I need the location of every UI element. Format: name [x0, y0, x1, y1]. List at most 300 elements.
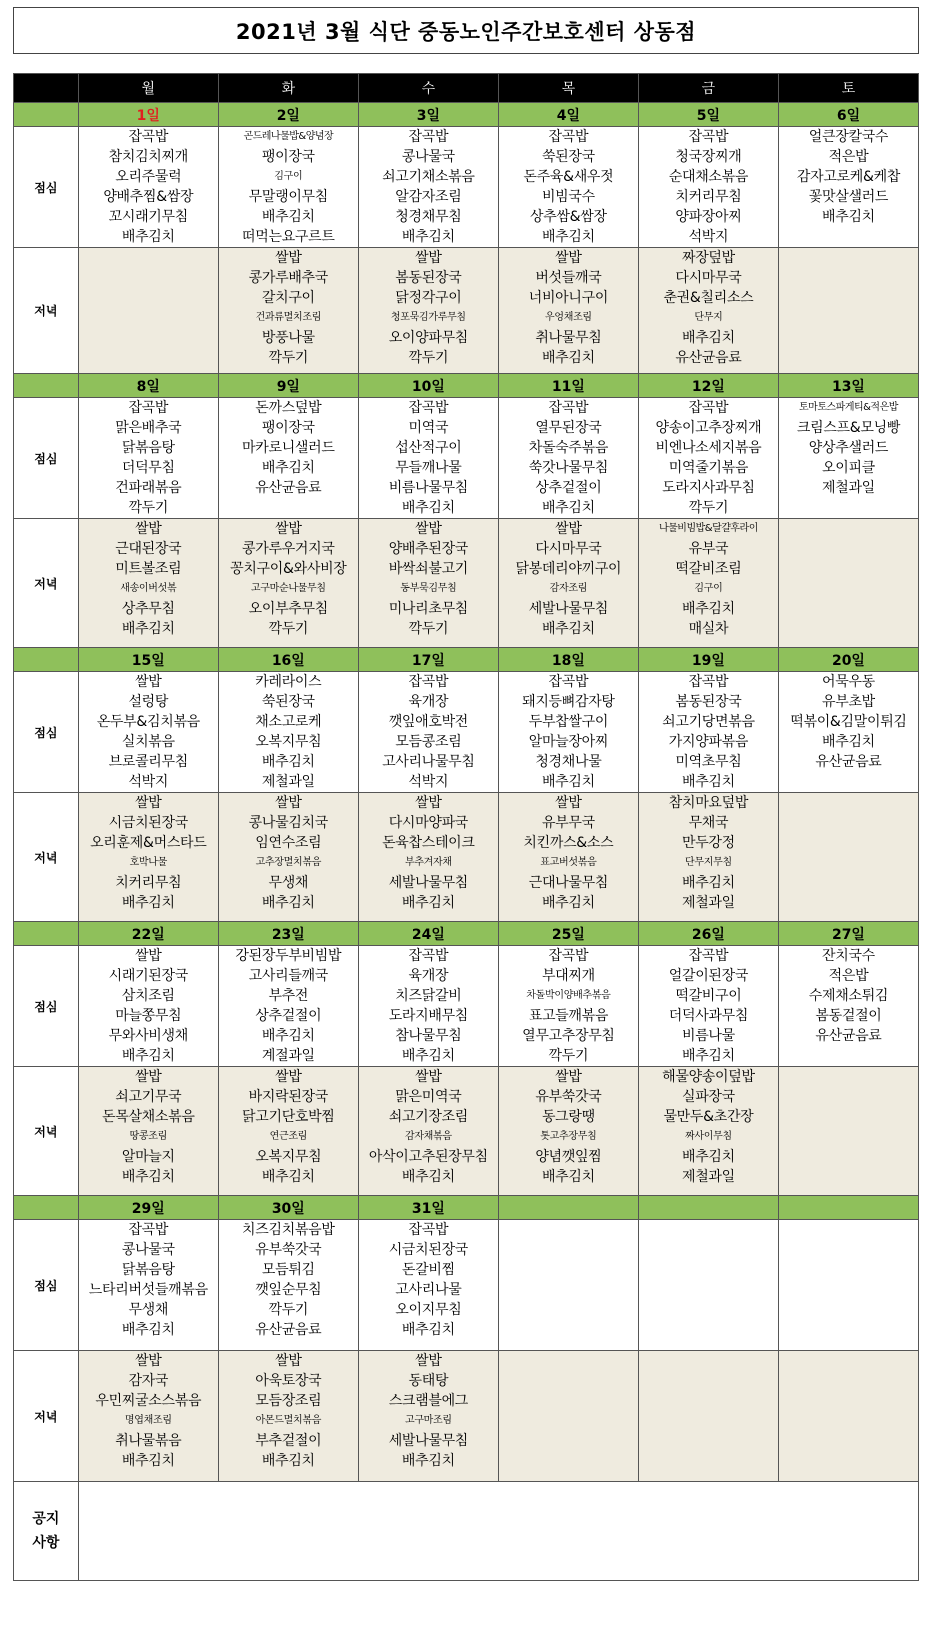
menu-cell — [638, 127, 778, 248]
menu-item: 배추김치 — [261, 460, 315, 476]
menu-item: 쑥된장국 — [541, 149, 595, 165]
lunch-row — [14, 398, 919, 519]
menu-item: 호박나물 — [129, 857, 168, 868]
menu-item: 콩나물국 — [121, 1242, 175, 1258]
menu-item: 우민찌굴소스볶음 — [95, 1393, 202, 1409]
menu-item: 잡곡밥 — [128, 400, 169, 416]
menu-cell — [778, 127, 918, 248]
menu-item: 깻잎순무침 — [255, 1282, 322, 1298]
menu-item: 제철과일 — [681, 895, 735, 911]
lunch-row — [14, 127, 919, 248]
day-header-2: 수 — [358, 74, 498, 103]
menu-item: 나물비빔밥&달걀후라이 — [658, 523, 758, 534]
menu-item: 상추무침 — [121, 601, 175, 617]
date-cell: 4일 — [498, 103, 638, 127]
menu-cell — [638, 946, 778, 1067]
menu-item: 쌀밥 — [555, 250, 582, 266]
menu-cell — [638, 793, 778, 922]
menu-item: 고추장멸치볶음 — [255, 857, 322, 868]
menu-item: 유산균음료 — [815, 1028, 882, 1044]
menu-item: 양파장아찌 — [675, 209, 742, 225]
menu-item: 쌀밥 — [415, 250, 442, 266]
day-header-5: 토 — [778, 74, 918, 103]
menu-item: 상추겉절이 — [255, 1008, 322, 1024]
date-corner — [14, 103, 79, 127]
menu-item: 잡곡밥 — [688, 400, 729, 416]
menu-item: 쌀밥 — [275, 250, 302, 266]
menu-item: 마늘쫑무침 — [115, 1008, 182, 1024]
day-header-3: 목 — [498, 74, 638, 103]
menu-item: 돈육찹스테이크 — [382, 835, 475, 851]
date-cell: 15일 — [78, 648, 218, 672]
menu-cell — [778, 519, 918, 648]
date-cell — [778, 1196, 918, 1220]
date-row — [14, 374, 919, 398]
date-corner — [14, 922, 79, 946]
date-cell: 18일 — [498, 648, 638, 672]
lunch-label: 점심 — [14, 946, 79, 1067]
menu-cell — [638, 1220, 778, 1351]
menu-item: 깍두기 — [408, 350, 449, 366]
menu-item: 우엉채조림 — [544, 312, 592, 323]
menu-item: 치즈김치볶음밥 — [242, 1222, 335, 1238]
menu-item: 갈치구이 — [261, 290, 315, 306]
menu-item: 아욱토장국 — [255, 1373, 322, 1389]
menu-cell — [638, 519, 778, 648]
menu-item: 쌀밥 — [415, 1353, 442, 1369]
date-cell: 19일 — [638, 648, 778, 672]
menu-item: 쇠고기장조림 — [388, 1109, 469, 1125]
menu-item: 잡곡밥 — [548, 400, 589, 416]
menu-item: 연근조림 — [269, 1131, 308, 1142]
menu-item: 톳고추장무침 — [540, 1131, 597, 1142]
notice-row — [14, 1482, 919, 1581]
menu-item: 카레라이스 — [255, 674, 322, 690]
menu-item: 쌀밥 — [415, 521, 442, 537]
menu-item: 양념깻잎찜 — [535, 1149, 602, 1165]
date-cell: 20일 — [778, 648, 918, 672]
menu-item: 배추김치 — [822, 209, 875, 225]
menu-item: 모듬콩조림 — [395, 734, 462, 750]
menu-item: 알감자조림 — [395, 189, 462, 205]
menu-item: 상추겉절이 — [535, 480, 602, 496]
menu-cell — [778, 793, 918, 922]
page-title: 2021년 3월 식단 중동노인주간보호센터 상동점 — [13, 7, 919, 54]
menu-item: 얼갈이된장국 — [668, 968, 749, 984]
menu-cell — [498, 946, 638, 1067]
menu-item: 유부쑥갓국 — [255, 1242, 322, 1258]
menu-item: 쇠고기당면볶음 — [662, 714, 755, 730]
menu-cell — [78, 398, 218, 519]
menu-item: 유부초밥 — [822, 694, 875, 710]
menu-cell — [78, 519, 218, 648]
menu-item: 두부찹쌀구이 — [528, 714, 609, 730]
menu-item: 깍두기 — [548, 1048, 589, 1064]
menu-cell — [78, 127, 218, 248]
menu-item: 오복지무침 — [255, 734, 322, 750]
menu-cell — [498, 1220, 638, 1351]
date-cell: 17일 — [358, 648, 498, 672]
menu-item: 고구마순나물무침 — [250, 583, 326, 594]
date-cell — [638, 1196, 778, 1220]
menu-item: 차돌숙주볶음 — [528, 440, 609, 456]
date-corner — [14, 374, 79, 398]
menu-item: 잡곡밥 — [408, 1222, 449, 1238]
menu-cell — [498, 1067, 638, 1196]
menu-item: 닭볶음탕 — [121, 1262, 175, 1278]
menu-item: 오복지무침 — [255, 1149, 322, 1165]
menu-item: 쌀밥 — [275, 1069, 302, 1085]
menu-cell — [78, 946, 218, 1067]
date-cell: 26일 — [638, 922, 778, 946]
menu-item: 깍두기 — [128, 500, 169, 516]
menu-item: 콩가루우거지국 — [242, 541, 335, 557]
menu-cell — [78, 1351, 218, 1482]
menu-item: 맑은배추국 — [115, 420, 182, 436]
menu-item: 바지락된장국 — [248, 1089, 328, 1105]
menu-item: 깍두기 — [268, 621, 309, 637]
lunch-label: 점심 — [14, 672, 79, 793]
menu-item: 다시마양파국 — [388, 815, 469, 831]
menu-item: 양배추찜&쌈장 — [103, 189, 194, 205]
menu-item: 너비아니구이 — [528, 290, 609, 306]
menu-cell — [358, 672, 498, 793]
menu-item: 실파장국 — [681, 1089, 735, 1105]
date-corner — [14, 1196, 79, 1220]
dinner-row — [14, 1067, 919, 1196]
date-cell: 29일 — [78, 1196, 218, 1220]
date-row — [14, 922, 919, 946]
menu-item: 시금치된장국 — [108, 815, 188, 831]
menu-item: 배추김치 — [681, 330, 735, 346]
menu-item: 돈갈비찜 — [401, 1262, 455, 1278]
day-header-row — [14, 74, 919, 103]
menu-item: 세발나물무침 — [528, 601, 609, 617]
menu-item: 적은밥 — [828, 149, 869, 165]
menu-item: 부추전 — [268, 988, 309, 1004]
menu-item: 유산균음료 — [675, 350, 742, 366]
menu-cell — [218, 1220, 358, 1351]
menu-item: 무생채 — [268, 875, 309, 891]
menu-item: 마카로니샐러드 — [242, 440, 335, 456]
menu-item: 배추김치 — [121, 1453, 175, 1469]
menu-item: 짜장덮밥 — [681, 250, 735, 266]
menu-cell — [358, 248, 498, 374]
menu-item: 꽃맛살샐러드 — [808, 189, 889, 205]
menu-item: 양상추샐러드 — [808, 440, 889, 456]
menu-item: 양배추된장국 — [388, 541, 469, 557]
menu-item: 계절과일 — [261, 1048, 315, 1064]
menu-item: 얼큰장칼국수 — [808, 129, 889, 145]
menu-item: 유산균음료 — [255, 1322, 322, 1338]
date-cell: 8일 — [78, 374, 218, 398]
menu-cell — [218, 519, 358, 648]
menu-item: 배추김치 — [681, 1149, 735, 1165]
menu-item: 강된장두부비빔밥 — [235, 948, 342, 964]
menu-item: 상추쌈&쌈장 — [530, 209, 607, 225]
menu-item: 청국장찌개 — [675, 149, 742, 165]
menu-item: 미나리초무침 — [388, 601, 469, 617]
menu-item: 잡곡밥 — [408, 129, 449, 145]
date-cell: 27일 — [778, 922, 918, 946]
menu-item: 동부묵김무침 — [400, 583, 457, 594]
menu-cell — [78, 1067, 218, 1196]
menu-item: 봄동된장국 — [675, 694, 742, 710]
menu-item: 유부국 — [688, 541, 729, 557]
menu-item: 배추김치 — [261, 1028, 315, 1044]
day-header-0: 월 — [78, 74, 218, 103]
menu-item: 시금치된장국 — [388, 1242, 469, 1258]
menu-item: 김구이 — [274, 171, 303, 182]
menu-item: 배추김치 — [541, 350, 595, 366]
menu-cell — [638, 1067, 778, 1196]
date-cell: 5일 — [638, 103, 778, 127]
menu-item: 감자고로케&케찹 — [796, 169, 901, 185]
dinner-label: 저녁 — [14, 793, 79, 922]
menu-item: 도라지사과무침 — [662, 480, 755, 496]
menu-item: 새송이버섯볶 — [120, 583, 177, 594]
menu-item: 스크램블에그 — [388, 1393, 469, 1409]
menu-cell — [358, 793, 498, 922]
lunch-label: 점심 — [14, 1220, 79, 1351]
date-cell: 30일 — [218, 1196, 358, 1220]
lunch-label: 점심 — [14, 398, 79, 519]
menu-item: 오이양파무침 — [388, 330, 469, 346]
menu-item: 배추김치 — [401, 1169, 455, 1185]
menu-item: 단무지무침 — [685, 857, 732, 868]
menu-item: 다시마무국 — [535, 541, 602, 557]
menu-item: 버섯들깨국 — [535, 270, 602, 286]
menu-cell — [638, 248, 778, 374]
menu-item: 배추김치 — [261, 1453, 315, 1469]
menu-item: 바싹쇠불고기 — [388, 561, 469, 577]
menu-item: 브로콜리무침 — [108, 754, 188, 770]
menu-item: 배추김치 — [822, 734, 875, 750]
menu-cell — [218, 127, 358, 248]
menu-item: 열무된장국 — [535, 420, 602, 436]
menu-cell — [218, 946, 358, 1067]
notice-content — [78, 1482, 918, 1581]
menu-item: 실치볶음 — [121, 734, 175, 750]
menu-item: 오리주물럭 — [115, 169, 182, 185]
menu-item: 잡곡밥 — [688, 129, 729, 145]
date-cell: 24일 — [358, 922, 498, 946]
menu-item: 제철과일 — [261, 774, 315, 790]
menu-item: 표고버섯볶음 — [540, 857, 597, 868]
lunch-row — [14, 946, 919, 1067]
menu-item: 물만두&초간장 — [663, 1109, 754, 1125]
menu-item: 유산균음료 — [815, 754, 882, 770]
date-cell — [498, 1196, 638, 1220]
menu-item: 모듬장조림 — [255, 1393, 322, 1409]
dinner-label: 저녁 — [14, 519, 79, 648]
menu-item: 잡곡밥 — [548, 674, 589, 690]
menu-item: 닭볶음탕 — [121, 440, 175, 456]
menu-item: 잡곡밥 — [688, 674, 729, 690]
menu-item: 배추김치 — [681, 774, 735, 790]
menu-item: 모듬튀김 — [261, 1262, 315, 1278]
menu-cell — [778, 1351, 918, 1482]
menu-item: 양송이고추장찌개 — [655, 420, 762, 436]
menu-item: 고구마조림 — [404, 1415, 452, 1426]
menu-cell — [638, 672, 778, 793]
menu-item: 채소고로케 — [255, 714, 322, 730]
menu-item: 쌀밥 — [555, 795, 582, 811]
menu-item: 청포묵김가루무침 — [390, 312, 466, 323]
dinner-label: 저녁 — [14, 1067, 79, 1196]
menu-item: 미트볼조림 — [115, 561, 182, 577]
date-row — [14, 648, 919, 672]
menu-item: 닭고기단호박찜 — [242, 1109, 335, 1125]
date-cell: 11일 — [498, 374, 638, 398]
menu-cell — [778, 398, 918, 519]
date-row — [14, 103, 919, 127]
menu-cell — [218, 1067, 358, 1196]
menu-item: 토마토스파게티&적은밥 — [799, 402, 898, 413]
menu-item: 닭정각구이 — [395, 290, 462, 306]
menu-cell — [358, 1220, 498, 1351]
menu-item: 제철과일 — [822, 480, 875, 496]
date-row — [14, 1196, 919, 1220]
menu-item: 더덕무침 — [121, 460, 175, 476]
dinner-row — [14, 248, 919, 374]
menu-item: 깍두기 — [268, 350, 309, 366]
menu-item: 참치김치찌개 — [108, 149, 188, 165]
menu-item: 치커리무침 — [115, 875, 182, 891]
menu-item: 잡곡밥 — [408, 674, 449, 690]
menu-item: 다시마무국 — [675, 270, 742, 286]
menu-item: 배추김치 — [681, 1048, 735, 1064]
menu-item: 쇠고기채소볶음 — [382, 169, 475, 185]
menu-item: 배추김치 — [261, 754, 315, 770]
menu-item: 시래기된장국 — [108, 968, 188, 984]
menu-item: 꼬시래기무침 — [108, 209, 188, 225]
menu-item: 미역국 — [408, 420, 449, 436]
menu-item: 유산균음료 — [255, 480, 322, 496]
menu-cell — [498, 398, 638, 519]
menu-item: 가지양파볶음 — [668, 734, 749, 750]
dinner-row — [14, 1351, 919, 1482]
menu-item: 돈목살채소볶음 — [102, 1109, 195, 1125]
menu-item: 배추김치 — [401, 229, 455, 245]
menu-cell — [218, 248, 358, 374]
menu-item: 비름나물무침 — [388, 480, 469, 496]
menu-item: 콩나물김치국 — [248, 815, 328, 831]
menu-item: 부대찌개 — [541, 968, 595, 984]
menu-item: 배추김치 — [121, 1048, 175, 1064]
menu-item: 느타리버섯들깨볶음 — [88, 1282, 208, 1298]
date-cell: 13일 — [778, 374, 918, 398]
menu-item: 잡곡밥 — [548, 129, 589, 145]
menu-cell — [498, 672, 638, 793]
menu-item: 무말랭이무침 — [248, 189, 328, 205]
meal-table — [13, 73, 919, 1581]
menu-cell — [498, 1351, 638, 1482]
menu-item: 표고들깨볶음 — [528, 1008, 609, 1024]
menu-item: 어묵우동 — [822, 674, 875, 690]
menu-item: 배추김치 — [401, 1453, 455, 1469]
menu-item: 해물양송이덮밥 — [662, 1069, 755, 1085]
menu-item: 배추김치 — [401, 1048, 455, 1064]
menu-cell — [358, 127, 498, 248]
date-cell: 6일 — [778, 103, 918, 127]
menu-item: 배추김치 — [401, 500, 455, 516]
menu-item: 치즈닭갈비 — [395, 988, 462, 1004]
menu-item: 매실차 — [688, 621, 729, 637]
menu-item: 배추김치 — [121, 1322, 175, 1338]
date-corner — [14, 648, 79, 672]
menu-item: 배추김치 — [541, 500, 595, 516]
menu-item: 쌀밥 — [135, 1069, 162, 1085]
menu-item: 석박지 — [408, 774, 449, 790]
date-cell: 9일 — [218, 374, 358, 398]
menu-item: 콩가루배추국 — [248, 270, 328, 286]
date-cell: 23일 — [218, 922, 358, 946]
date-cell: 22일 — [78, 922, 218, 946]
menu-item: 적은밥 — [828, 968, 869, 984]
menu-item: 배추김치 — [401, 1322, 455, 1338]
menu-cell — [498, 248, 638, 374]
menu-item: 부추겨자채 — [404, 857, 452, 868]
menu-cell — [778, 672, 918, 793]
menu-item: 배추김치 — [541, 1169, 595, 1185]
menu-item: 김구이 — [694, 583, 723, 594]
menu-item: 땅콩조림 — [129, 1131, 168, 1142]
menu-item: 육개장 — [408, 968, 449, 984]
menu-cell — [78, 1220, 218, 1351]
notice-label-line1: 공지 — [32, 1511, 60, 1527]
menu-item: 무들깨나물 — [395, 460, 462, 476]
dinner-row — [14, 793, 919, 922]
menu-item: 닭봉데리야끼구이 — [515, 561, 622, 577]
menu-item: 깍두기 — [268, 1302, 309, 1318]
menu-item: 알마늘장아찌 — [528, 734, 609, 750]
date-cell: 16일 — [218, 648, 358, 672]
menu-item: 쌀밥 — [555, 1069, 582, 1085]
menu-item: 방풍나물 — [261, 330, 315, 346]
menu-item: 석박지 — [128, 774, 169, 790]
menu-item: 배추김치 — [681, 875, 735, 891]
menu-item: 무생채 — [128, 1302, 169, 1318]
menu-item: 떡갈비구이 — [675, 988, 742, 1004]
menu-item: 비엔나소세지볶음 — [655, 440, 762, 456]
menu-item: 삼치조림 — [121, 988, 175, 1004]
menu-item: 유부무국 — [541, 815, 595, 831]
dinner-label: 저녁 — [14, 248, 79, 374]
menu-item: 감자채볶음 — [404, 1131, 452, 1142]
menu-item: 참나물무침 — [395, 1028, 462, 1044]
menu-item: 임연수조림 — [255, 835, 322, 851]
menu-item: 잡곡밥 — [408, 948, 449, 964]
menu-item: 쌀밥 — [135, 1353, 162, 1369]
menu-item: 쌀밥 — [135, 674, 162, 690]
menu-item: 쌀밥 — [275, 521, 302, 537]
day-header-1: 화 — [218, 74, 358, 103]
menu-item: 동그랑땡 — [541, 1109, 595, 1125]
menu-item: 배추김치 — [541, 895, 595, 911]
menu-item: 돈주육&새우젓 — [523, 169, 614, 185]
date-cell: 12일 — [638, 374, 778, 398]
menu-item: 만두강정 — [681, 835, 735, 851]
menu-item: 고사리나물 — [395, 1282, 462, 1298]
lunch-label: 점심 — [14, 127, 79, 248]
menu-item: 배추김치 — [541, 774, 595, 790]
menu-item: 배추김치 — [541, 229, 595, 245]
menu-item: 배추김치 — [121, 229, 175, 245]
menu-item: 미역초무침 — [675, 754, 742, 770]
menu-cell — [358, 1351, 498, 1482]
menu-item: 고사리들깨국 — [248, 968, 328, 984]
